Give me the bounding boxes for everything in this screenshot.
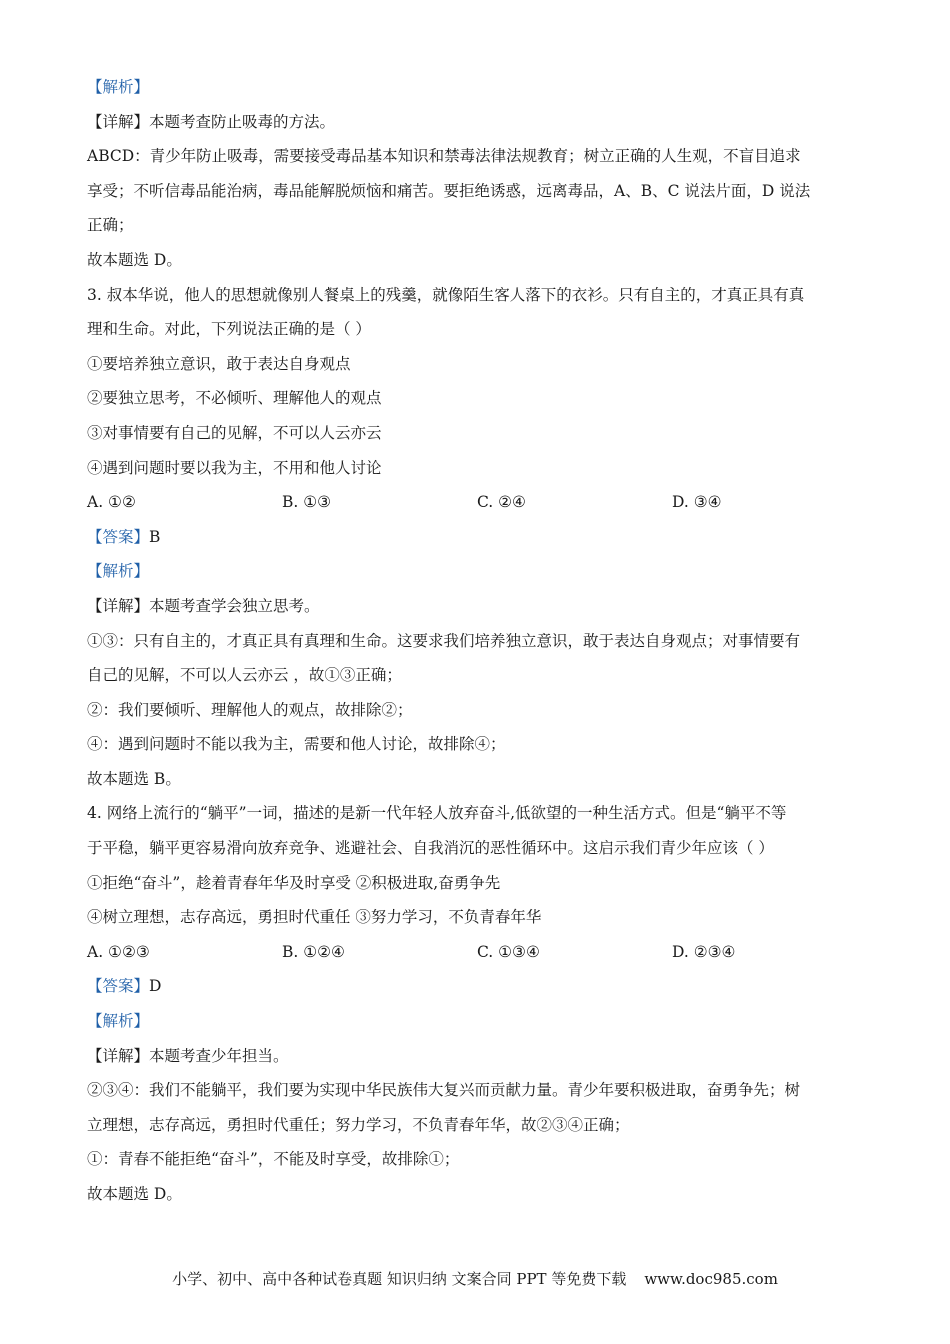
text-line: 于平稳，躺平更容易滑向放弃竞争、逃避社会、自我消沉的恶性循环中。这启示我们青少年应该（ ） xyxy=(87,839,774,858)
answer-line xyxy=(87,520,867,555)
text-line: 4. 网络上流行的“躺平”一词，描述的是新一代年轻人放弃奋斗,低欲望的一种生活方式。但是“躺平不等 xyxy=(87,804,787,823)
footer-url[interactable]: www.doc985.com xyxy=(644,1270,778,1288)
text-line: 3. 叔本华说，他人的思想就像别人餐桌上的残羹，就像陌生客人落下的衣衫。只有自主的，才真正具有真 xyxy=(87,285,805,304)
analysis-tag: 【解析】 xyxy=(87,562,150,581)
text-line: 故本题选 D。 xyxy=(87,1185,182,1203)
text-line: ④遇到问题时要以我为主，不用和他人讨论 xyxy=(87,458,382,477)
option-item: B. ①③ xyxy=(282,493,332,512)
text-line: ①拒绝“奋斗”，趁着青春年华及时享受 ②积极进取,奋勇争先 xyxy=(87,873,501,892)
text-line: ②③④：我们不能躺平，我们要为实现中华民族伟大复兴而贡献力量。青少年要积极进取，奋勇争先；树 xyxy=(87,1081,801,1100)
text-line: ②：我们要倾听、理解他人的观点，故排除②； xyxy=(87,700,413,719)
answer-value: B xyxy=(149,527,161,546)
footer-text: 小学、初中、高中各种试卷真题 知识归纳 文案合同 PPT 等免费下载 xyxy=(172,1270,627,1288)
text-line: ④：遇到问题时不能以我为主，需要和他人讨论，故排除④； xyxy=(87,735,506,754)
answer-tag: 【答案】 xyxy=(87,527,150,546)
page-footer xyxy=(0,1268,950,1289)
answer-value: D xyxy=(149,977,162,996)
text-line: 享受；不听信毒品能治病，毒品能解脱烦恼和痛苦。要拒绝诱惑，远离毒品，A、B、C 说法片面，D 说法 xyxy=(87,181,811,200)
analysis-tag: 【解析】 xyxy=(87,1012,150,1031)
text-line: ④树立理想，志存高远，勇担时代重任 ③努力学习，不负青春年华 xyxy=(87,908,542,927)
section-tag xyxy=(87,1004,867,1039)
option-item: A. ①②③ xyxy=(87,942,150,961)
text-line: ①③：只有自主的，才真正具有真理和生命。这要求我们培养独立意识，敢于表达自身观点；对事情要有 xyxy=(87,631,801,650)
option-item: A. ①② xyxy=(87,493,136,512)
text-line: 【详解】本题考查防止吸毒的方法。 xyxy=(87,112,336,131)
text-line: 故本题选 B。 xyxy=(87,769,181,788)
text-line: ②要独立思考，不必倾听、理解他人的观点 xyxy=(87,389,382,408)
text-line: 正确； xyxy=(87,216,134,235)
text-line: 故本题选 D。 xyxy=(87,250,182,269)
text-line: ①要培养独立意识，敢于表达自身观点 xyxy=(87,354,351,373)
option-row xyxy=(87,485,867,520)
answer-line xyxy=(87,969,867,1004)
text-line: 立理想，志存高远，勇担时代重任；努力学习，不负青春年华，故②③④正确； xyxy=(87,1115,630,1134)
text-line: ③对事情要有自己的见解，不可以人云亦云 xyxy=(87,423,382,442)
option-item: B. ①②④ xyxy=(282,942,345,961)
text-line: ABCD：青少年防止吸毒，需要接受毒品基本知识和禁毒法律法规教育；树立正确的人生观，不盲目追求 xyxy=(87,147,801,166)
option-row xyxy=(87,935,867,970)
text-line: 【详解】本题考查少年担当。 xyxy=(87,1046,289,1065)
option-item: C. ②④ xyxy=(477,493,526,512)
analysis-tag: 【解析】 xyxy=(87,78,150,96)
document-body xyxy=(87,70,867,1212)
option-item: C. ①③④ xyxy=(477,942,540,961)
answer-tag: 【答案】 xyxy=(87,977,150,996)
section-tag xyxy=(87,554,867,589)
option-item: D. ②③④ xyxy=(672,942,736,961)
text-line: 理和生命。对此，下列说法正确的是（ ） xyxy=(87,320,371,339)
text-line: 【详解】本题考查学会独立思考。 xyxy=(87,596,320,615)
section-tag xyxy=(87,70,867,105)
text-line: ①：青春不能拒绝“奋斗”，不能及时享受，故排除①； xyxy=(87,1150,460,1169)
option-item: D. ③④ xyxy=(672,493,722,512)
text-line: 自己的见解，不可以人云亦云 ，故①③正确； xyxy=(87,666,402,685)
